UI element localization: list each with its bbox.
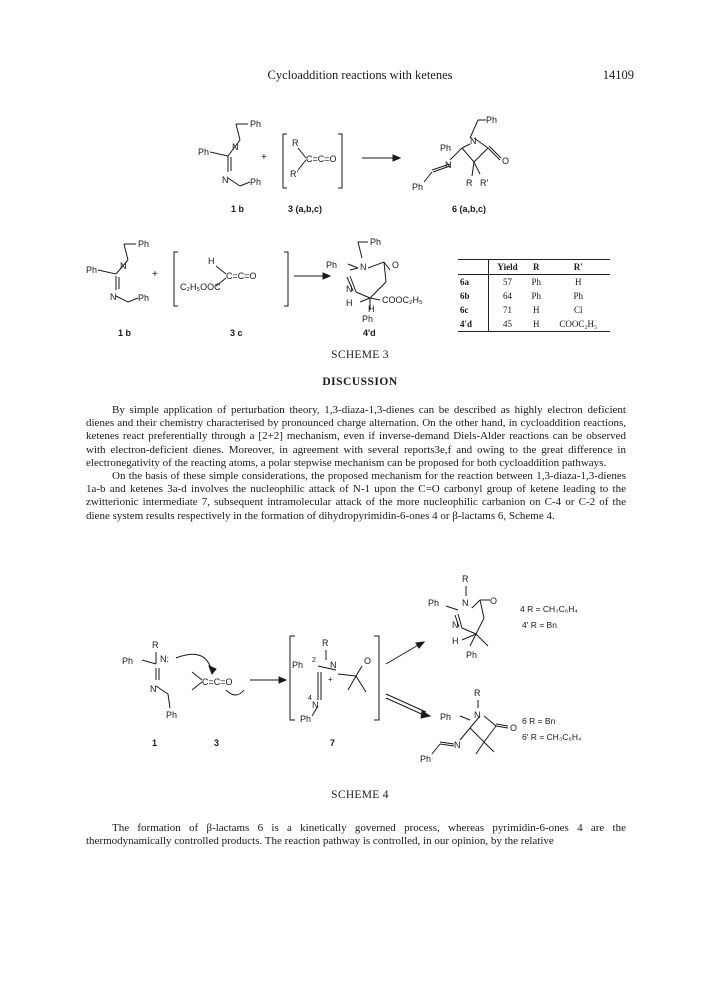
atom-label: 4 [308,695,312,702]
atom-label: Ph [420,754,432,764]
atom-label: N [474,710,481,720]
atom-label: Ph [300,714,312,724]
table-cell: 6a [458,275,489,290]
table-row [458,275,610,290]
atom-label: N [232,142,239,152]
label-1b-row2: 1 b [118,328,132,338]
atom-label: + [261,152,267,163]
atom-label: H [208,256,215,266]
table-cell: COOC₂H₅ [559,319,598,329]
atom-label: N [346,284,353,294]
ketene-bracket-row1 [283,134,342,188]
atom-label: N [445,160,452,170]
atom-label: Ph [138,239,150,249]
table-row [458,317,610,332]
table-cell: Ph [531,291,541,301]
table-cell: H [533,305,540,315]
label-1: 1 [152,738,158,748]
discussion-body [86,404,626,523]
yield-table [458,259,610,332]
atom-label: Ph [292,660,304,670]
atom-label: N [452,620,459,630]
table-cell: Ph [531,277,541,287]
page-number: 14109 [602,68,634,82]
scheme4-caption: SCHEME 4 [331,789,389,801]
label-3abc: 3 (a,b,c) [288,204,323,214]
note-4prime: 4' R = Bn [522,620,557,630]
closing-body [86,822,626,848]
note-6: 6 R = Bn [522,716,556,726]
ketene-bracket-row2 [174,252,288,306]
pyrimidinone-4d [326,237,423,324]
atom-label: R [474,688,481,698]
atom-label: H [346,298,353,308]
atom-label: Ph [166,710,178,720]
branch-arrows [386,642,430,718]
atom-label: COOC₂H₅ [382,295,423,305]
pyrimidinone-4 [428,574,497,660]
atom-label: + [152,269,158,280]
atom-label: N [150,684,157,694]
atom-label: R' [290,169,299,179]
arrow-scheme4 [250,677,286,683]
label-4d: 4'd [363,328,376,338]
atom-label: O [502,156,510,166]
atom-label: N [462,598,469,608]
note-6prime: 6' R = CH₃C₆H₄ [522,732,582,742]
table-cell: 45 [502,319,512,329]
atom-label: Ph [326,260,338,270]
table-cell: H [575,277,582,287]
atom-label: C=C=O [202,677,233,687]
atom-ph: Ph [250,119,262,129]
table-cell: Ph [573,291,584,301]
atom-label: + [328,675,333,684]
paragraph-3: The formation of β-lactams 6 is a kinetically governed process, whereas pyrimidin-6-ones 4 are the thermodynamically controlled products. The reaction pathway is controlled, in our opinion, by the relative [86,822,626,848]
label-7: 7 [330,738,336,748]
beta-lactam-6-scheme4 [420,688,517,764]
atom-label: C₂H₅OOC [180,282,221,292]
atom-label: Ph [86,265,98,275]
atom-label: Ph [198,147,210,157]
atom-label: N [110,292,117,302]
atom-label: 2 [312,657,316,664]
table-cell: 4'd [458,317,489,332]
table-cell: 64 [502,291,512,301]
diazadiene-1b-row2 [86,239,149,303]
table-cell: H [533,319,540,329]
atom-label: Ph [466,650,478,660]
table-cell: 57 [502,277,512,287]
ketene-3 [176,654,244,695]
label-3: 3 [214,738,220,748]
arrow-row2 [294,273,330,279]
discussion-heading: DISCUSSION [322,376,398,388]
table-header-row: Yield R R' [458,260,610,275]
paragraph-1: By simple application of perturbation theory, 1,3-diaza-1,3-dienes can be described as highly electron deficient dienes and their chemistry characterised by pronounced charge alternation. On the other hand, in cycloaddition reactions, ketenes react preferentially through a [2+2] mechanism, even if inverse-demand Diels-Alder reactions can be observed with electron-deficient dienes. Moreover, in agreement with several reports3e,f and owing to the great difference in electronegativity of the reacting atoms, a polar stepwise mechanism can be proposed for both cycloaddition pathways. [86,404,626,469]
diazadiene-1b-row1 [198,119,261,187]
atom-label: O [392,260,400,270]
label-3c: 3 c [230,328,243,338]
atom-label: R [466,178,473,188]
atom-label: N [312,700,319,710]
note-4: 4 R = CH₃C₆H₄ [520,604,578,614]
atom-label: Ph [412,182,424,192]
atom-label: Ph [122,656,134,666]
atom-label: Ph [370,237,382,247]
running-title: Cycloaddition reactions with ketenes [267,68,453,82]
atom-label: H [368,304,375,314]
atom-label: N [454,740,461,750]
atom-label: Ph [250,177,262,187]
atom-label: Ph [440,712,452,722]
atom-label: N [330,660,337,670]
atom-label: N [360,262,367,272]
atom-label: R [322,638,329,648]
beta-lactam-6 [412,115,509,192]
atom-label: N [470,136,477,146]
atom-label: Ph [138,293,150,303]
atom-label: O [364,656,372,666]
atom-label: N [120,261,127,271]
atom-label: N [222,175,229,185]
table-row [458,303,610,317]
table-cell: 71 [502,305,512,315]
arrow-row1 [362,155,400,161]
atom-label: R [152,640,159,650]
zwitterion-7 [290,636,379,724]
atom-label: R [292,138,299,148]
atom-label: C=C=O [306,154,337,164]
table-cell: 6b [458,289,489,303]
table-cell: Cl [574,305,583,315]
label-1b-row1: 1 b [231,204,245,214]
table-cell: 6c [458,303,489,317]
atom-label: H [452,636,459,646]
atom-label: C=C=O [226,271,257,281]
atom-label: R' [480,178,489,188]
scheme3-caption: SCHEME 3 [331,349,389,361]
atom-label: Ph [362,314,374,324]
table-row [458,289,610,303]
atom-label: R [462,574,469,584]
atom-label: Ph [428,598,440,608]
atom-label: O [490,596,498,606]
atom-label: Ph [486,115,498,125]
diazadiene-1 [122,640,177,720]
paragraph-2: On the basis of these simple considerations, the proposed mechanism for the reaction between 1,3-diaza-1,3-dienes 1a-b and ketenes 3a-d involves the nucleophilic attack of N-1 upon the C=O carbonyl group of ketene leading to the zwitterionic intermediate 7, subsequent intramolecular attack of the more nucleophilic carbanion on C-4 or C-2 of the diene system results respectively in the formation of dihydropyrimidin-6-ones 4 or β-lactams 6, Scheme 4. [86,470,626,522]
atom-label: N: [160,654,169,664]
label-6abc: 6 (a,b,c) [452,204,487,214]
atom-label: Ph [440,143,452,153]
atom-label: O [510,723,518,733]
